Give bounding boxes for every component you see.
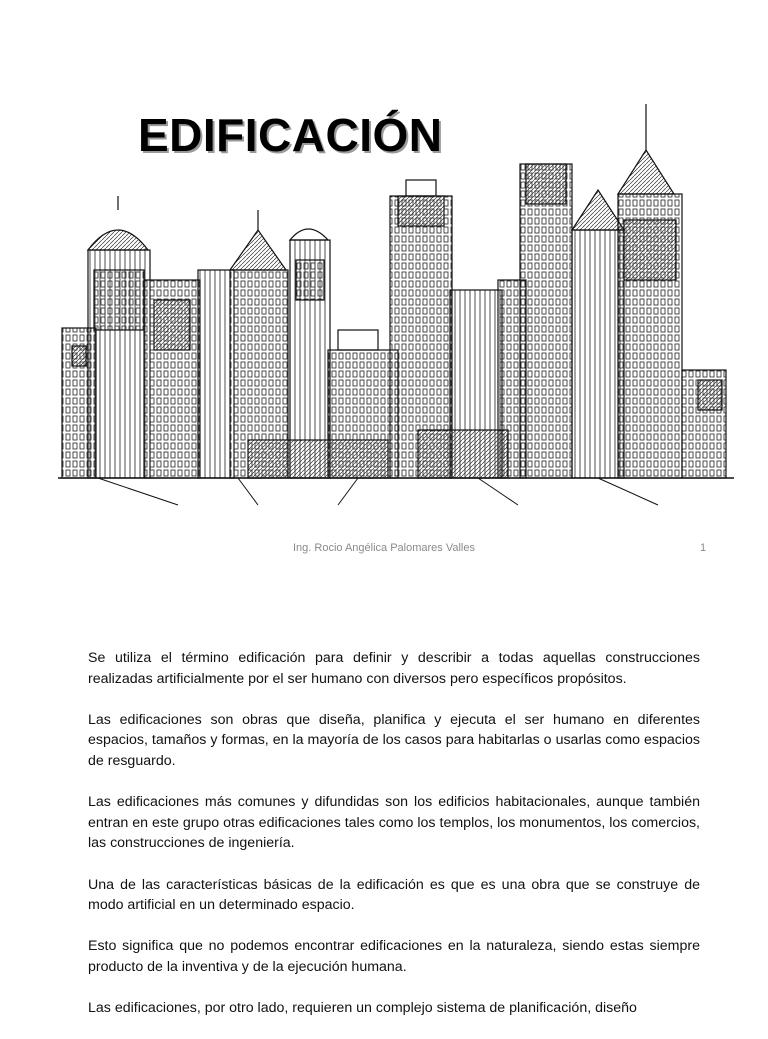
city-skyline-illustration bbox=[58, 100, 734, 510]
paragraph: Las edificaciones son obras que diseña, planifica y ejecuta el ser humano en diferentes espacios, tamaños y formas, en la mayoría de los casos para habitarlas o usarlas como espacios de resguardo. bbox=[88, 711, 700, 769]
footer-author: Ing. Rocio Angélica Palomares Valles bbox=[292, 542, 475, 554]
body-text bbox=[88, 648, 700, 1039]
slide-title: EDIFICACIÓN bbox=[138, 109, 443, 161]
page-number: 1 bbox=[700, 542, 707, 554]
paragraph: Esto significa que no podemos encontrar edificaciones en la naturaleza, siendo estas siempre producto de la inventiva y de la ejecución humana. bbox=[88, 938, 700, 975]
paragraph: Las edificaciones, por otro lado, requieren un complejo sistema de planificación, diseño bbox=[88, 1000, 637, 1017]
paragraph: Se utiliza el término edificación para definir y describir a todas aquellas construcciones realizadas artificialmente por el ser humano con diversos pero específicos propósitos. bbox=[88, 650, 700, 687]
paragraph: Las edificaciones más comunes y difundidas son los edificios habitacionales, aunque también entran en este grupo otras edificaciones tales como los templos, los monumentos, los comercios, las construcciones de ingeniería. bbox=[88, 794, 700, 852]
paragraph: Una de las características básicas de la edificación es que es una obra que se construye de modo artificial en un determinado espacio. bbox=[88, 876, 700, 914]
